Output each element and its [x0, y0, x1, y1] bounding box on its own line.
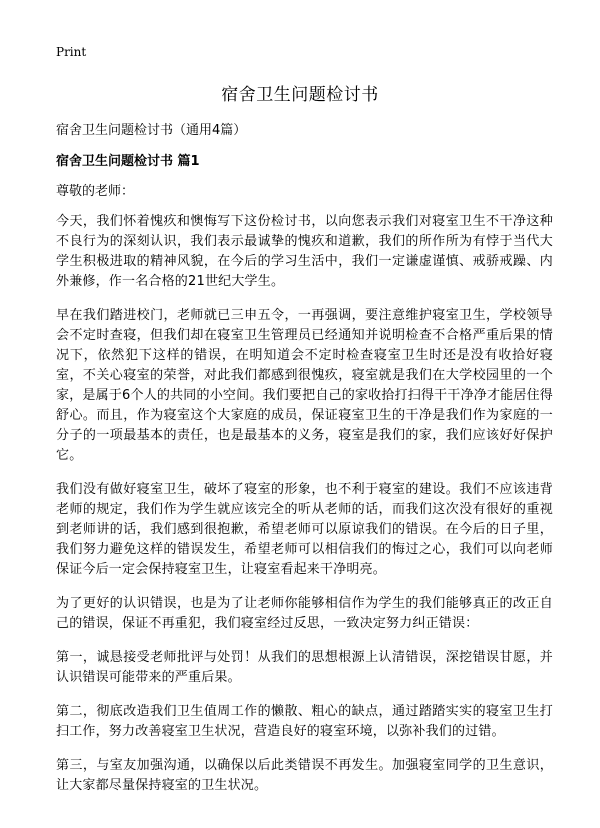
paragraph: 今天，我们怀着愧疚和懊悔写下这份检讨书，以向您表示我们对寝室卫生不干净这种不良行为的深刻认识，我们表示最诚挚的愧疚和道歉，我们的所作所为有悖于当代大学生积极进取的精神风貌，在今后的学习生活中，我们一定谦虚谨慎、戒骄戒躁、内外兼修，作一名合格的21世纪大学生。	[56, 214, 553, 289]
paragraph: 我们没有做好寝室卫生，破坏了寝室的形象，也不利于寝室的建设。我们不应该违背老师的规定，我们作为学生就应该完全的听从老师的话，而我们这次没有很好的重视到老师讲的话，我们感到很抱歉，希望老师可以原谅我们的错误。在今后的日子里，我们努力避免这样的错误发生，希望老师可以相信我们的悔过之心，我们可以向老师保证今后一定会保持寝室卫生，让寝室看起来干净明亮。	[56, 482, 553, 577]
document-body	[56, 212, 553, 810]
print-link[interactable]: Print	[56, 45, 87, 59]
document-subtitle: 宿舍卫生问题检讨书（通用4篇）	[56, 123, 247, 138]
paragraph: 为了更好的认识错误，也是为了让老师你能够相信作为学生的我们能够真正的改正自己的错误，保证不再重犯，我们寝室经过反思，一致决定努力纠正错误：	[56, 596, 553, 631]
section-heading: 宿舍卫生问题检讨书 篇1	[56, 154, 200, 169]
paragraph: 早在我们踏进校门，老师就已三申五令，一再强调，要注意维护寝室卫生，学校领导会不定时查寝，但我们却在寝室卫生管理员已经通知并说明检查不合格严重后果的情况下，依然犯下这样的错误，在明知道会不定时检查寝室卫生时还是没有收拾好寝室，不关心寝室的荣誉，对此我们都感到很愧疚，寝室就是我们在大学校园里的一个家，是属于6个人的共同的小空间。我们要把自己的家收拾打扫得干干净净才能居住得舒心。而且，作为寝室这个大家庭的成员，保证寝室卫生的干净是我们作为家庭的一分子的一项最基本的责任，也是最基本的义务，寝室是我们的家，我们应该好好保护它。	[56, 308, 553, 463]
paragraph: 第二，彻底改造我们卫生值周工作的懒散、粗心的缺点，通过踏踏实实的寝室卫生打扫工作，努力改善寝室卫生状况，营造良好的寝室环境，以弥补我们的过错。	[56, 704, 553, 739]
paragraph: 第三，与室友加强沟通，以确保以后此类错误不再发生。加强寝室同学的卫生意识，让大家都尽量保持寝室的卫生状况。	[56, 758, 553, 793]
salutation: 尊敬的老师：	[56, 184, 135, 199]
paragraph: 第一，诚恳接受老师批评与处罚！从我们的思想根源上认清错误，深挖错误甘愿，并认识错误可能带来的严重后果。	[56, 650, 553, 685]
page-title: 宿舍卫生问题检讨书	[221, 85, 379, 105]
